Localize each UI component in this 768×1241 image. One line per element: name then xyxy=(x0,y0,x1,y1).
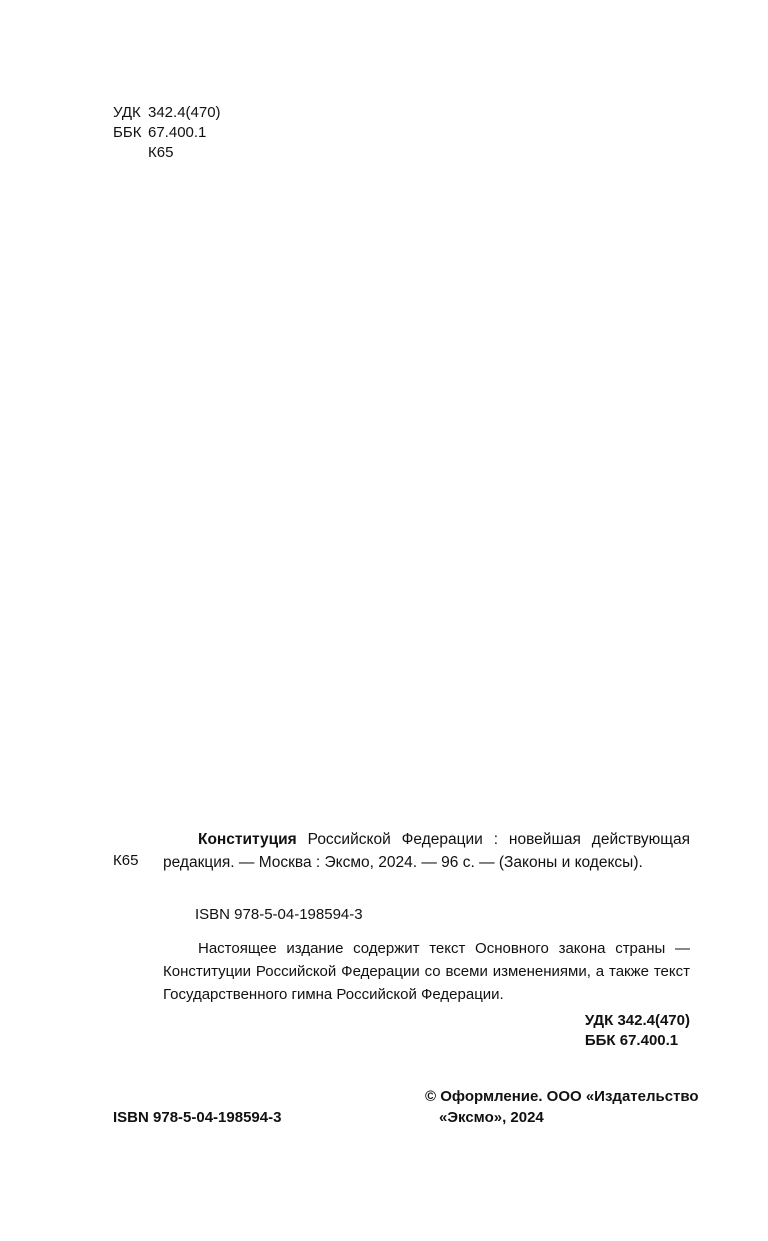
bibliographic-details: Российской Федерации : новейшая действующая редакция. — Москва : Эксмо, 2024. — 96 с. — (Законы и кодексы). xyxy=(163,831,691,871)
footer-udk: УДК 342.4(470) xyxy=(584,1012,690,1029)
bibliographic-record xyxy=(163,828,690,874)
copyright-line-1: © Оформление. ООО «Издательство xyxy=(425,1088,699,1105)
classification-codes xyxy=(113,103,221,163)
isbn-bottom: ISBN 978-5-04-198594-3 xyxy=(113,1109,282,1126)
margin-author-sign: К65 xyxy=(113,852,139,869)
author-sign: К65 xyxy=(148,144,174,161)
bibliographic-description xyxy=(163,828,690,874)
copyright-notice xyxy=(425,1086,699,1128)
udk-label: УДК xyxy=(113,104,141,121)
annotation-text: Настоящее издание содержит текст Основного закона страны — Конституции Российской Федерации со всеми изменениями, а также текст Государственного гимна Российской Федерации. xyxy=(163,940,690,1003)
bbk-row xyxy=(113,123,221,143)
bbk-value: 67.400.1 xyxy=(148,124,207,141)
footer-classification-codes xyxy=(585,1011,690,1051)
udk-value: 342.4(470) xyxy=(148,104,221,121)
footer-bbk: ББК 67.400.1 xyxy=(584,1032,679,1049)
udk-row xyxy=(113,103,221,123)
book-title: Конституция xyxy=(198,831,297,848)
copyright-line-2: «Эксмо», 2024 xyxy=(439,1109,544,1126)
isbn-inline: ISBN 978-5-04-198594-3 xyxy=(195,906,363,923)
annotation xyxy=(163,937,690,1006)
author-sign-row xyxy=(113,143,221,163)
bbk-label: ББК xyxy=(113,124,142,141)
